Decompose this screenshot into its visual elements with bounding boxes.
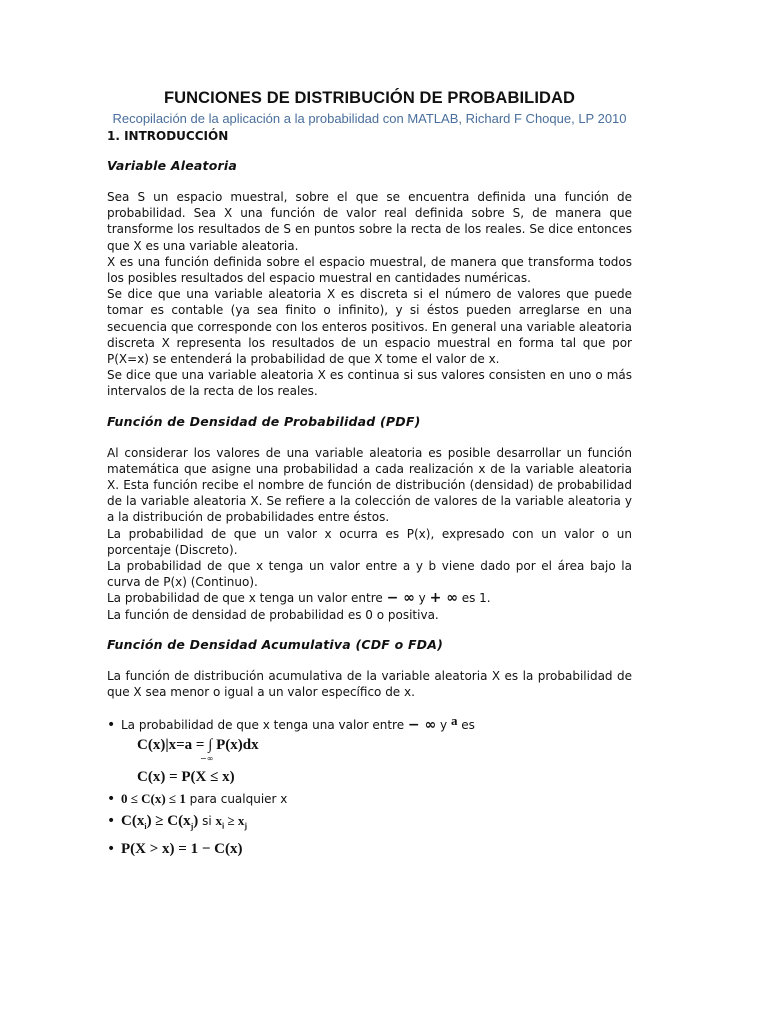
bullet-dot: • — [107, 791, 116, 808]
paragraph-pdf-1: Al considerar los valores de una variable aleatoria es posible desarrollar un función matemática que asigne una probabilidad a cada realización x de la variable aleatoria X. Esta función recibe el nombre de función de distribución (densidad) de probabilidad de la variable aleatoria X. Se refiere a la colección de valores de la variable aleatoria y a la distribución de probabilidades entre éstos. — [107, 445, 632, 525]
positive-infinity: + ∞ — [429, 590, 458, 607]
bullet-2-text: para cualquier x — [185, 792, 288, 807]
bullet-cdf-complement — [107, 838, 632, 860]
paragraph-pdf-5: La función de densidad de probabilidad es 0 o positiva. — [107, 607, 439, 622]
bullet-1-es: es — [457, 718, 475, 733]
heading-pdf: Función de Densidad de Probabilidad (PDF) — [107, 413, 421, 429]
formula-cdf-definition: C(x) = P(X ≤ x) — [137, 769, 235, 786]
paragraph-variable-4: Se dice que una variable aleatoria X es continua si sus valores consisten en uno o más intervalos de la recta de los reales. — [107, 368, 632, 399]
paragraph-cdf-1: La función de distribución acumulativa de la variable aleatoria X es la probabilidad de que X sea menor o igual a un valor específico de x. — [107, 668, 632, 700]
bullet-cdf-monotone — [107, 810, 632, 838]
bullet-cdf-range — [107, 713, 632, 734]
paragraph-variable-3: Se dice que una variable aleatoria X es discreta si el número de valores que puede tomar es contable (ya sea finito o infinito), y si éstos pueden arreglarse en una secuencia que corresponde con los enteros positivos. En general una variable aleatoria discreta X representa los resultados de un espacio muestral en forma tal que por P(X=x) se entenderá la probabilidad de que X tome el valor de x. — [107, 287, 632, 367]
heading-variable-aleatoria: Variable Aleatoria — [107, 158, 238, 173]
integral-lower-limit: −∞ — [200, 754, 214, 764]
formula-monotone-right: $x_i \ge x_j$ — [215, 813, 248, 831]
section-heading-introduccion: 1. INTRODUCCIÓN — [107, 129, 229, 143]
paragraph-pdf-4 — [107, 590, 632, 606]
cdf-formula-block — [107, 734, 632, 788]
document-page — [107, 86, 632, 860]
bullet-dot: • — [107, 813, 116, 830]
formula-complement: P(X > x) = 1 − C(x) — [121, 841, 243, 858]
bullet-dot: • — [107, 841, 116, 858]
bullet-3-si: si — [198, 814, 216, 829]
negative-infinity: − ∞ — [407, 717, 437, 734]
document-subtitle: Recopilación de la aplicación a la probabilidad con MATLAB, Richard F Choque, LP 2010 — [112, 111, 627, 126]
bullet-1-y: y — [436, 718, 451, 733]
paragraph-pdf-3: La probabilidad de que x tenga un valor entre a y b viene dado por el área bajo la curva de P(x) (Continuo). — [107, 559, 632, 590]
pdf4-text-b: es 1. — [457, 591, 491, 606]
pdf4-text-a: La probabilidad de que x tenga un valor entre — [107, 591, 387, 606]
variable-a: a — [450, 713, 458, 729]
pdf4-text-y: y — [414, 591, 430, 606]
formula-cdf-integral-text: C(x)|x=a = ∫ P(x)dx — [137, 737, 259, 754]
formula-monotone-left: $C(x_i) \ge C(x_j)$ — [121, 813, 199, 832]
negative-infinity: − ∞ — [386, 590, 415, 607]
document-title: FUNCIONES DE DISTRIBUCIÓN DE PROBABILIDAD — [163, 89, 576, 107]
bullet-1-text: La probabilidad de que x tenga una valor entre — [121, 718, 408, 733]
bullet-dot: • — [107, 717, 116, 734]
heading-cdf: Función de Densidad Acumulativa (CDF o FDA) — [107, 636, 444, 652]
paragraph-variable-2: X es una función definida sobre el espacio muestral, de manera que transforma todos los posibles resultados del espacio muestral en cantidades numéricas. — [107, 254, 632, 286]
formula-bounds: 0 ≤ C(x) ≤ 1 — [121, 791, 186, 807]
paragraph-variable-1: Sea S un espacio muestral, sobre el que se encuentra definida una función de probabilidad. Sea X una función de valor real definida sobre S, de manera que transforme los resultados de S en puntos sobre la recta de los reales. Se dice entonces que X es una variable aleatoria. — [107, 190, 632, 253]
paragraph-pdf-2: La probabilidad de que un valor x ocurra es P(x), expresado con un valor o un porcentaje (Discreto). — [107, 526, 632, 557]
bullet-cdf-bounds — [107, 788, 632, 810]
